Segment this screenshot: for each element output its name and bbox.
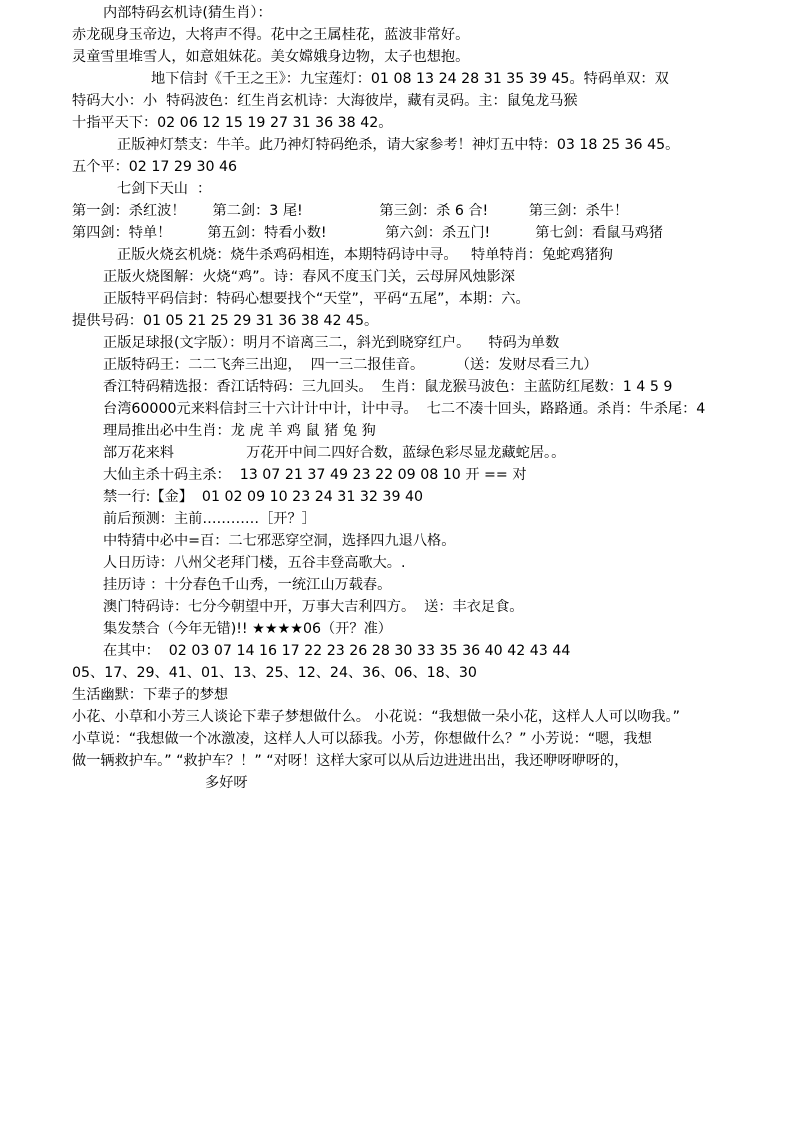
humor-heading: 生活幽默：下辈子的梦想 (72, 687, 229, 703)
wall-calendar-line: 挂历诗 ：十分春色千山秀，一统江山万载春。 (103, 577, 392, 593)
guess-line: 中特猜中必中=百：二七邪恶穿空洞，选择四九退八格。 (103, 533, 456, 549)
poem-line-1: 赤龙砚身玉帝边，大将声不得。花中之王属桂花，蓝波非常好。 (72, 27, 470, 43)
humor-line-1: 小花、小草和小芳三人谈论下辈子梦想做什么。 小花说：“我想做一朵小花，这样人人可以吻我。” (72, 709, 680, 725)
size-color-line: 特码大小：小 特码波色：红生肖玄机诗：大海彼岸，藏有灵码。主：鼠兔龙马猴 (72, 93, 578, 109)
special-king-line: 正版特码王：二二飞奔三出迎， 四一三二报佳音。 （送：发财尽看三九） (103, 357, 598, 373)
calendar-poem-line: 人日历诗：八州父老拜门楼，五谷丰登高歌大。. (103, 555, 406, 571)
zodiac-line: 理局推出必中生肖：龙 虎 羊 鸡 鼠 猪 兔 狗 (103, 423, 376, 439)
envelope-line: 地下信封《千王之王》：九宝莲灯：01 08 13 24 28 31 35 39 45。特码单双：双 (151, 71, 669, 87)
swords-row-1: 第一剑：杀红波！ 第二剑：3 尾! 第三剑：杀 6 合! 第三剑：杀牛！ (72, 203, 629, 219)
ban-row-line: 禁一行:【金】 01 02 09 10 23 24 31 32 39 40 (103, 489, 424, 505)
provided-numbers-line: 提供号码：01 05 21 25 29 31 36 38 42 45。 (72, 313, 379, 329)
sequence-line: 05、17、29、41、01、13、25、12、24、36、06、18、30 (72, 665, 477, 681)
humor-line-3: 做一辆救护车。” “救护车？！” “对呀！这样大家可以从后边进进出出，我还咿呀咿呀的， (72, 753, 629, 769)
lamp-line: 正版神灯禁支：牛羊。此乃神灯特码绝杀，请大家参考！神灯五中特：03 18 25 36 45。 (117, 137, 680, 153)
forecast-line: 前后预测：主前…………［开？］ (103, 511, 316, 527)
collection-line: 集发禁合（今年无错)!! ★★★★06（开？准） (103, 621, 392, 637)
humor-line-4: 多好呀 (205, 775, 248, 791)
hongkong-report-line: 香江特码精选报：香江话特码：三九回头。 生肖：鼠龙猴马波色：主蓝防红尾数：1 4 5 9 (103, 379, 673, 395)
macau-poem-line: 澳门特码诗：七分今朝望中开，万事大吉利四方。 送：丰衣足食。 (103, 599, 524, 615)
kill-ten-line: 大仙主杀十码主杀： 13 07 21 37 49 23 22 09 08 10 开 == 对 (103, 467, 527, 483)
taiwan-envelope-line: 台湾60000元来料信封三十六计计中计，计中寻。 七二不凑十回头，路路通。杀肖：牛杀尾：4 (103, 401, 706, 417)
among-numbers-line: 在其中： 02 03 07 14 16 17 22 23 26 28 30 33 35 36 40 42 43 44 (103, 643, 571, 659)
flowers-line: 部万花来料 万花开中间二四好合数，蓝绿色彩尽显龙藏蛇居。。 (103, 445, 566, 461)
seven-swords-heading: 七剑下天山 ： (117, 181, 212, 197)
poem-heading: 内部特码玄机诗(猜生肖）： (103, 5, 272, 21)
football-paper-line: 正版足球报(文字版）：明月不谙离三二，斜光到晓穿红户。 特码为单数 (103, 335, 560, 351)
ten-numbers-line: 十指平天下：02 06 12 15 19 27 31 36 38 42。 (72, 115, 393, 131)
swords-row-2: 第四剑：特单！ 第五剑：特看小数! 第六剑：杀五门! 第七剑：看鼠马鸡猪 (72, 225, 663, 241)
poem-line-2: 灵童雪里堆雪人，如意姐妹花。美女嫦娥身边物，太子也想抱。 (72, 49, 470, 65)
five-flat-line: 五个平：02 17 29 30 46 (72, 159, 238, 175)
fire-riddle-line: 正版火烧玄机烧：烧牛杀鸡码相连，本期特码诗中寻。 特单特肖：兔蛇鸡猪狗 (117, 247, 613, 263)
envelope-flat-line: 正版特平码信封：特码心想要找个“天堂”，平码“五尾”，本期：六。 (103, 291, 530, 307)
fire-diagram-line: 正版火烧图解：火烧“鸡”。诗：春风不度玉门关，云母屏风烛影深 (103, 269, 515, 285)
humor-line-2: 小草说：“我想做一个冰激凌，这样人人可以舔我。小芳，你想做什么？” 小芳说：“嗯，我想 (72, 731, 652, 747)
